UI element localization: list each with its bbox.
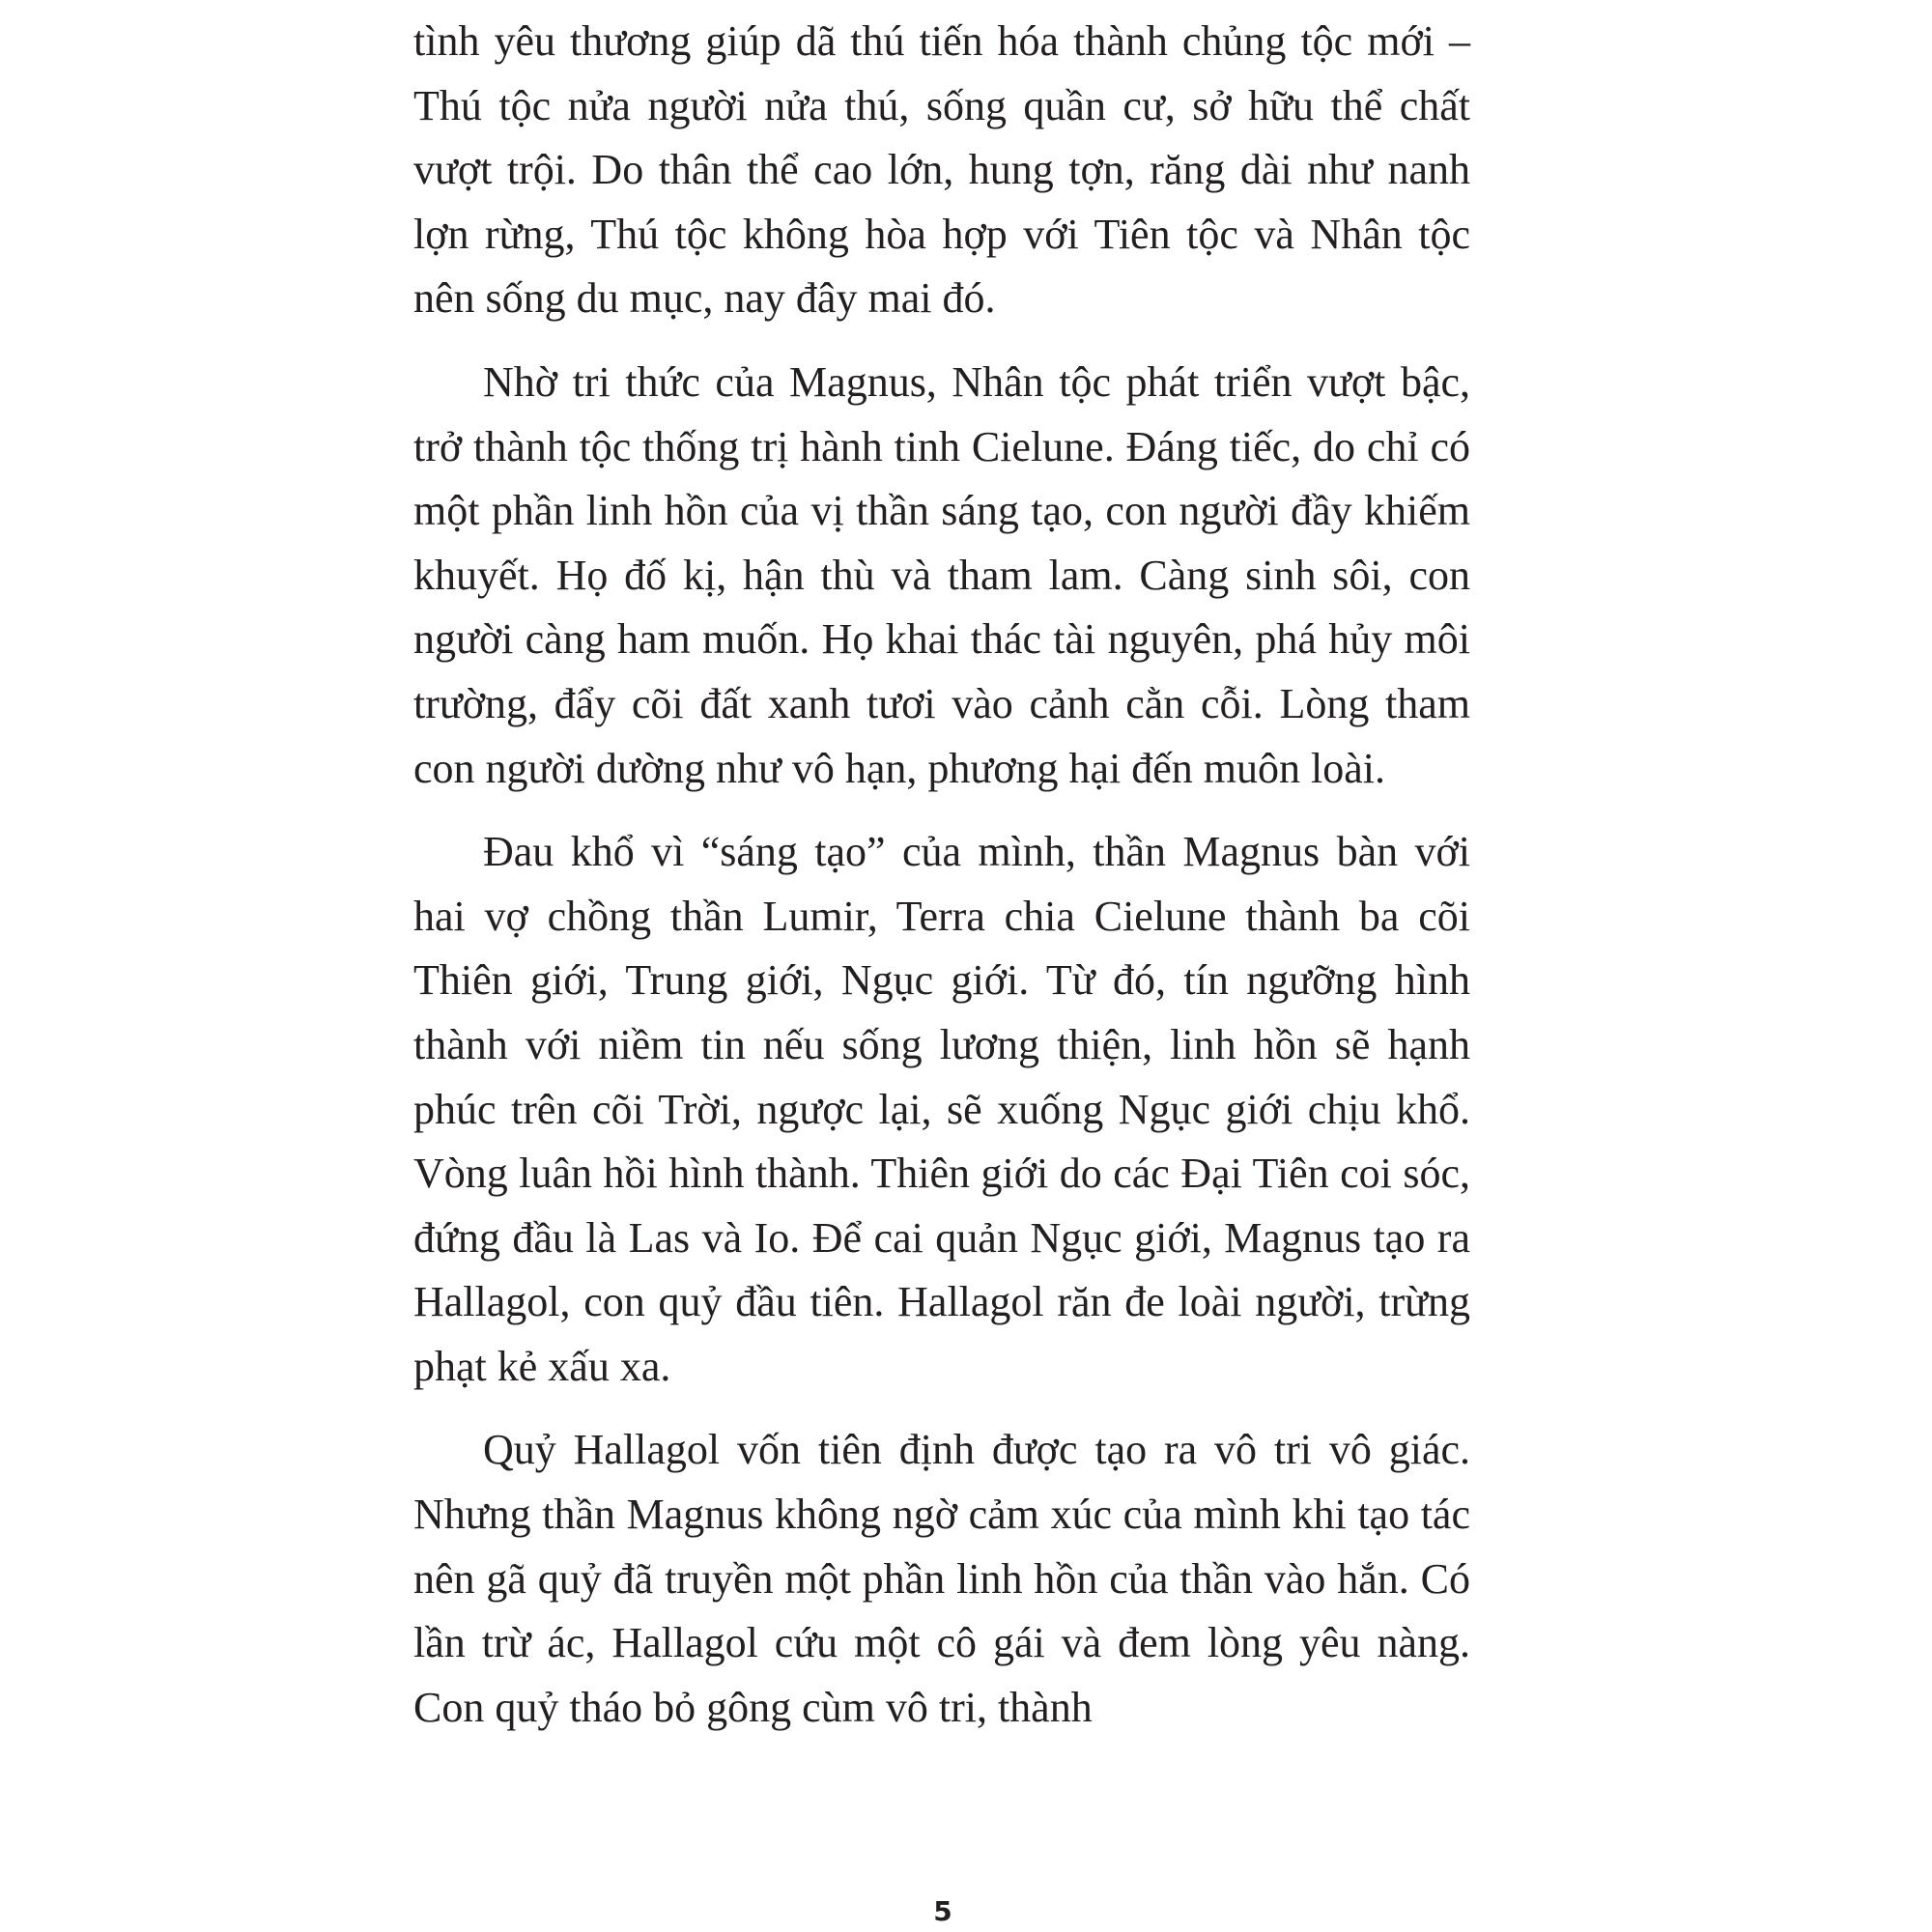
- body-text: [413, 10, 1470, 1759]
- paragraph-hallagol: Quỷ Hallagol vốn tiên định được tạo ra vô tri vô giác. Nhưng thần Magnus không ngờ cảm xúc của mình khi tạo tác nên gã quỷ đã truyền một phần linh hồn của thần vào hắn. Có lần trừ ác, Hallagol cứu một cô gái và đem lòng yêu nàng. Con quỷ tháo bỏ gông cùm vô tri, thành: [413, 1426, 1470, 1731]
- paragraph-continued: tình yêu thương giúp dã thú tiến hóa thành chủng tộc mới – Thú tộc nửa người nửa thú, sống quần cư, sở hữu thể chất vượt trội. Do thân thể cao lớn, hung tợn, răng dài như nanh lợn rừng, Thú tộc không hòa hợp với Tiên tộc và Nhân tộc nên sống du mục, nay đây mai đó.: [413, 17, 1470, 323]
- paragraph-three-realms: Đau khổ vì “sáng tạo” của mình, thần Magnus bàn với hai vợ chồng thần Lumir, Terra chia Cielune thành ba cõi Thiên giới, Trung giới, Ngục giới. Từ đó, tín ngưỡng hình thành với niềm tin nếu sống lương thiện, linh hồn sẽ hạnh phúc trên cõi Trời, ngược lại, sẽ xuống Ngục giới chịu khổ. Vòng luân hồi hình thành. Thiên giới do các Đại Tiên coi sóc, đứng đầu là Las và Io. Để cai quản Ngục giới, Magnus tạo ra Hallagol, con quỷ đầu tiên. Hallagol răn đe loài người, trừng phạt kẻ xấu xa.: [413, 828, 1470, 1390]
- page-number: 5: [933, 1895, 952, 1927]
- paragraph-magnus-knowledge: Nhờ tri thức của Magnus, Nhân tộc phát triển vượt bậc, trở thành tộc thống trị hành tinh Cielune. Đáng tiếc, do chỉ có một phần linh hồn của vị thần sáng tạo, con người đầy khiếm khuyết. Họ đố kị, hận thù và tham lam. Càng sinh sôi, con người càng ham muốn. Họ khai thác tài nguyên, phá hủy môi trường, đẩy cõi đất xanh tươi vào cảnh cằn cỗi. Lòng tham con người dường như vô hạn, phương hại đến muôn loài.: [413, 357, 1470, 792]
